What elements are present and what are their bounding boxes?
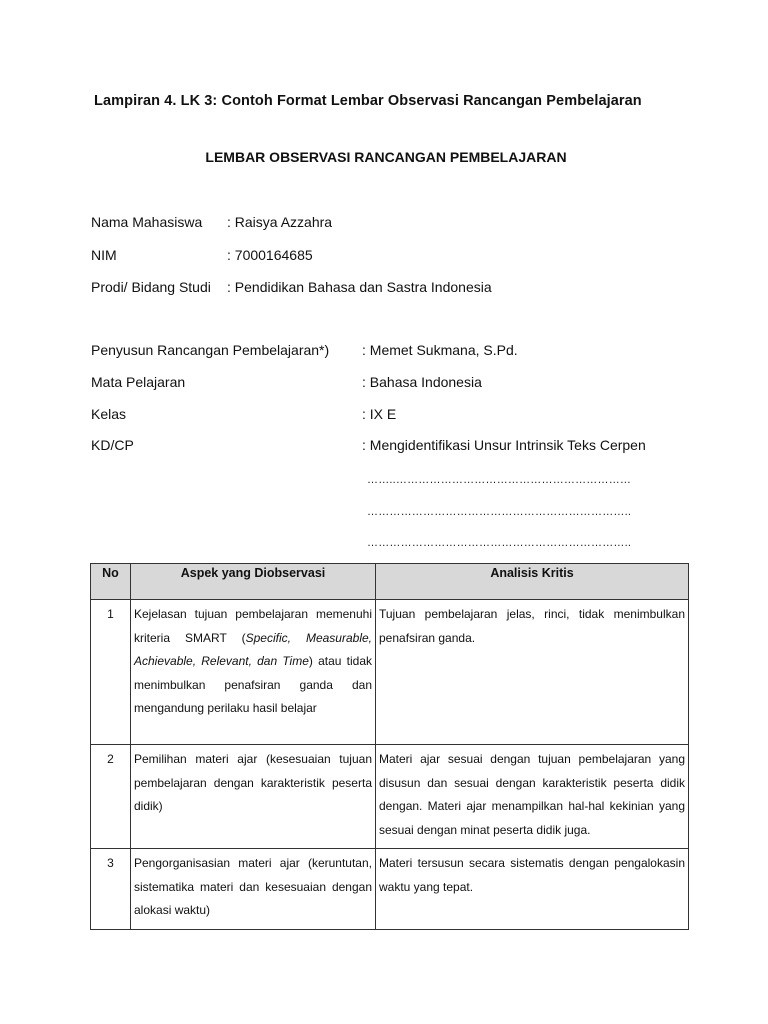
plan-kdcp-label: KD/CP	[91, 437, 134, 453]
student-name-value: : Raisya Azzahra	[227, 214, 333, 230]
table-row	[91, 600, 689, 745]
aspect-italic-text: Specific, Measurable, Achievable, Relevant, dan Time	[134, 630, 372, 668]
plan-subject-label: Mata Pelajaran	[91, 374, 186, 390]
student-name-label: Nama Mahasiswa	[91, 214, 203, 230]
header-analysis: Analisis Kritis	[376, 564, 689, 600]
header-aspect: Aspek yang Diobservasi	[131, 564, 376, 600]
dotted-line: ……………………………………………………………..	[367, 537, 632, 549]
plan-subject-value: : Bahasa Indonesia	[362, 374, 482, 390]
row-analysis: Materi tersusun secara sistematis dengan pengalokasin waktu yang tepat.	[376, 849, 689, 930]
student-nim-value: : 7000164685	[227, 247, 313, 263]
table-header-row	[91, 564, 689, 600]
row-aspect: Pemilihan materi ajar (kesesuaian tujuan pembelajaran dengan karakteristik peserta didik)	[131, 745, 376, 849]
row-number: 1	[91, 600, 131, 745]
plan-class-value: : IX E	[362, 406, 397, 422]
observation-table	[90, 563, 689, 930]
student-nim-label: NIM	[91, 247, 117, 263]
student-prodi-value: : Pendidikan Bahasa dan Sastra Indonesia	[227, 279, 492, 295]
aspect-text: Kejelasan tujuan pembelajaran memenuhi kriteria SMART (	[134, 607, 372, 645]
row-aspect: Pengorganisasian materi ajar (keruntutan, sistematika materi dan kesesuaian dengan alokasi waktu)	[131, 849, 376, 930]
dotted-line: ……………………………………………………………..	[367, 506, 632, 518]
student-prodi-label: Prodi/ Bidang Studi	[91, 279, 211, 295]
plan-author-value: : Memet Sukmana, S.Pd.	[362, 342, 518, 358]
dotted-line: ……..………………………………………………………	[367, 474, 632, 486]
row-number: 2	[91, 745, 131, 849]
aspect-text: ) atau tidak menimbulkan penafsiran ganda dan mengandung perilaku hasil belajar	[134, 654, 372, 715]
row-aspect	[131, 600, 376, 745]
plan-kdcp-value: : Mengidentifikasi Unsur Intrinsik Teks Cerpen	[362, 437, 646, 453]
row-analysis: Tujuan pembelajaran jelas, rinci, tidak menimbulkan penafsiran ganda.	[376, 600, 689, 745]
document-heading: Lampiran 4. LK 3: Contoh Format Lembar Observasi Rancangan Pembelajaran	[94, 93, 642, 109]
form-title: LEMBAR OBSERVASI RANCANGAN PEMBELAJARAN	[205, 149, 567, 165]
header-no: No	[91, 564, 131, 600]
table-row	[91, 745, 689, 849]
plan-class-label: Kelas	[91, 406, 127, 422]
table-row	[91, 849, 689, 930]
row-analysis: Materi ajar sesuai dengan tujuan pembelajaran yang disusun dan sesuai dengan karakteristik peserta didik dengan. Materi ajar menampilkan hal-hal kekinian yang sesuai dengan minat peserta didik juga.	[376, 745, 689, 849]
row-number: 3	[91, 849, 131, 930]
plan-author-label: Penyusun Rancangan Pembelajaran*)	[91, 342, 330, 358]
